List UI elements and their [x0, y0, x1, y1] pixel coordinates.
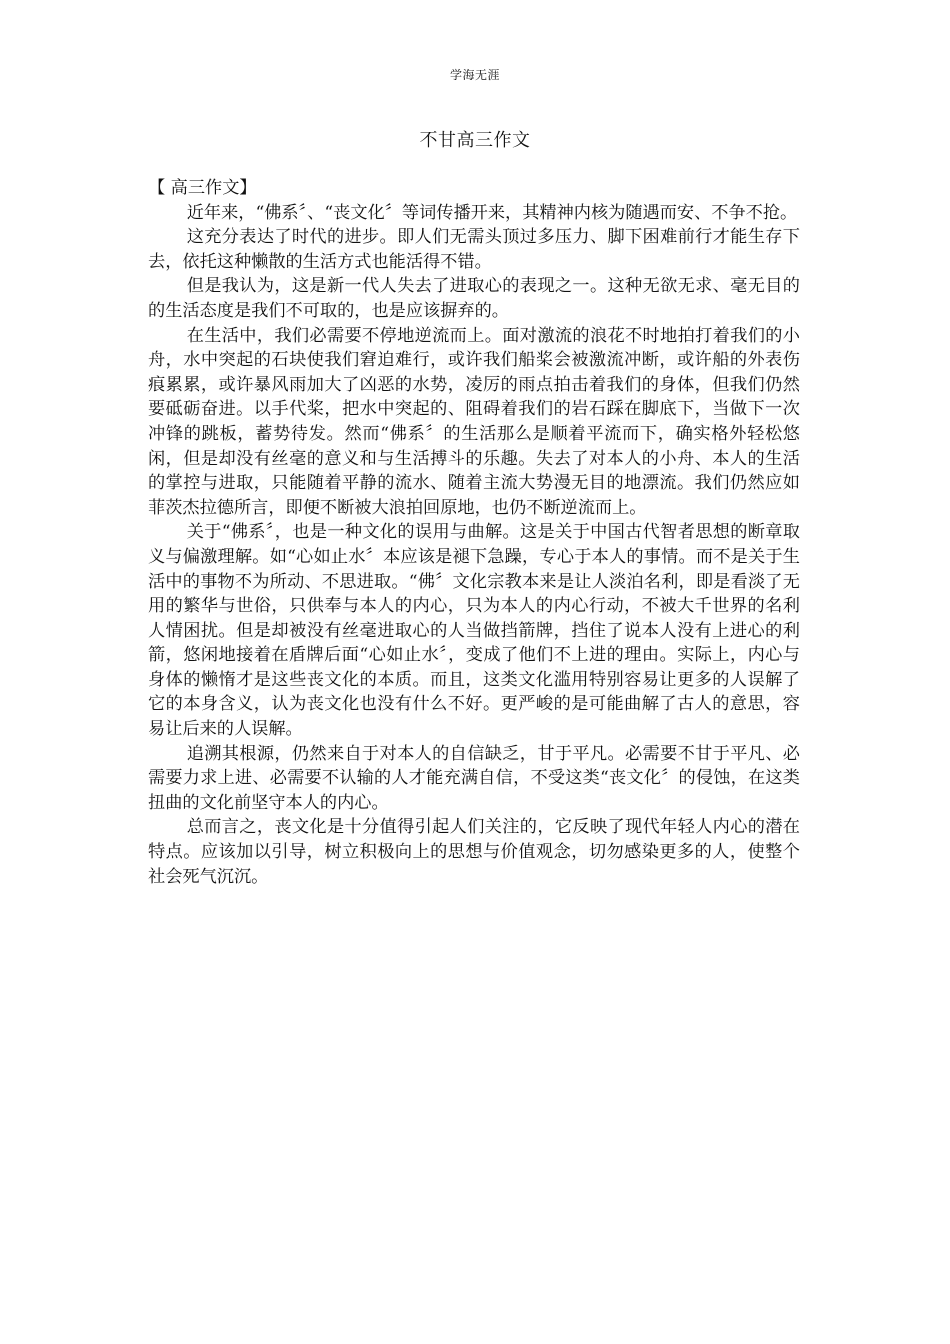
paragraph: 但是我认为，这是新一代人失去了进取心的表现之一。这种无欲无求、毫无目的的生活态度是我们不可取的，也是应该摒弃的。 — [148, 276, 800, 321]
paragraph: 关于“佛系〞，也是一种文化的误用与曲解。这是关于中国古代智者思想的断章取义与偏激理解。如“心如止水〞本应该是褪下急躁，专心于本人的事情。而不是关于生活中的事物不为所动、不思进取。“佛〞文化宗教本来是让人淡泊名利，即是看淡了无用的繁华与世俗，只供奉与本人的内心，只为本人的内心行动，不被大千世界的名利人情困扰。但是却被没有丝毫进取心的人当做挡箭牌，挡住了说本人没有上进心的利箭，悠闲地接着在盾牌后面“心如止水〞，变成了他们不上进的理由。实际上，内心与身体的懒惰才是这些丧文化的本质。而且，这类文化滥用特别容易让更多的人误解了它的本身含义，认为丧文化也没有什么不好。更严峻的是可能曲解了古人的意思，容易让后来的人误解。 — [148, 522, 800, 740]
paragraph: 总而言之，丧文化是十分值得引起人们关注的，它反映了现代年轻人内心的潜在特点。应该加以引导，树立积极向上的思想与价值观念，切勿感染更多的人，使整个社会死气沉沉。 — [148, 817, 800, 887]
paragraph: 追溯其根源，仍然来自于对本人的自信缺乏，甘于平凡。必需要不甘于平凡、必需要力求上进、必需要不认输的人才能充满自信，不受这类“丧文化〞的侵蚀，在这类扭曲的文化前坚守本人的内心。 — [148, 743, 800, 813]
paragraph: 近年来，“佛系〞、“丧文化〞等词传播开来，其精神内核为随遇而安、不争不抢。 — [186, 202, 798, 223]
document-title: 不甘高三作文 — [419, 130, 531, 151]
running-header: 学海无涯 — [449, 68, 500, 82]
paragraph: 在生活中，我们必需要不停地逆流而上。面对激流的浪花不时地拍打着我们的小舟，水中突起的石块使我们窘迫难行，或许我们船桨会被激流冲断，或许船的外表伤痕累累，或许暴风雨加大了凶恶的水势，凌厉的雨点拍击着我们的身体，但我们仍然要砥砺奋进。以手代桨，把水中突起的、阻碍着我们的岩石踩在脚底下，当做下一次冲锋的跳板，蓄势待发。然而“佛系〞的生活那么是顺着平流而下，确实格外轻松悠闲，但是却没有丝毫的意义和与生活搏斗的乐趣。失去了对本人的小舟、本人的生活的掌控与进取，只能随着平静的流水、随着主流大势漫无目的地漂流。我们仍然应如菲茨杰拉德所言，即便不断被大浪拍回原地，也仍不断逆流而上。 — [148, 325, 800, 518]
paragraph: 这充分表达了时代的进步。即人们无需头顶过多压力、脚下困难前行才能生存下去，依托这种懒散的生活方式也能活得不错。 — [148, 227, 800, 272]
category-tag: 【 高三作文】 — [148, 178, 257, 198]
article-body — [148, 176, 800, 889]
